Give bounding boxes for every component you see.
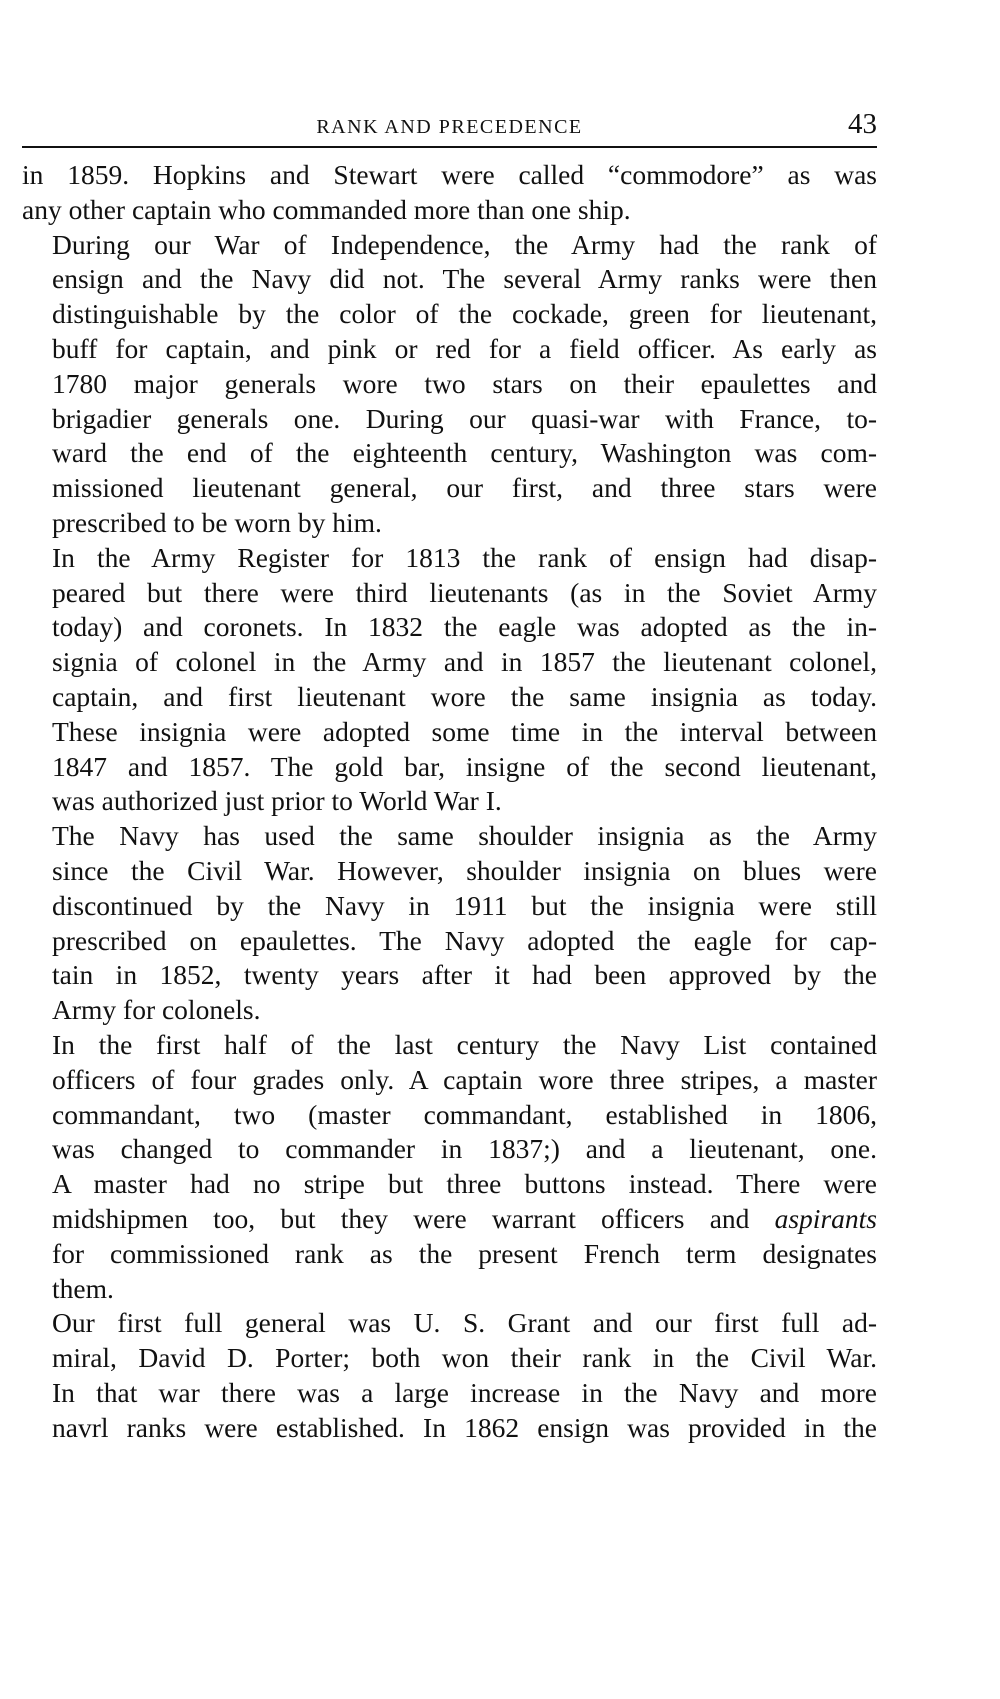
text-line: In the Army Register for 1813 the rank of ensign had disap- — [52, 541, 877, 573]
text-line: In the first half of the last century the Navy List contained — [52, 1028, 877, 1060]
paragraph-6 — [22, 1306, 877, 1445]
text-line: These insignia were adopted some time in the interval between — [52, 715, 877, 747]
text-line: 1780 major generals wore two stars on their epaulettes and — [52, 367, 877, 399]
text-line: commandant, two (master commandant, established in 1806, — [52, 1098, 877, 1130]
text-line: miral, David D. Porter; both won their rank in the Civil War. — [52, 1342, 877, 1374]
text-line: any other captain who commanded more than one ship. — [22, 193, 631, 225]
text-line: them. — [52, 1272, 114, 1304]
text-line: navrl ranks were established. In 1862 ensign was provided in the — [52, 1411, 877, 1443]
running-head — [22, 108, 877, 148]
paragraph-4 — [22, 819, 877, 1028]
text-line: signia of colonel in the Army and in 1857 the lieutenant colonel, — [52, 646, 877, 678]
text-line: ward the end of the eighteenth century, Washington was com- — [52, 437, 877, 469]
text-line: brigadier generals one. During our quasi-war with France, to- — [52, 402, 877, 434]
text-line: captain, and first lieutenant wore the same insignia as today. — [52, 680, 877, 712]
text-line: 1847 and 1857. The gold bar, insigne of the second lieutenant, — [52, 750, 877, 782]
text-line: discontinued by the Navy in 1911 but the insignia were still — [52, 889, 877, 921]
text-line: Army for colonels. — [52, 994, 261, 1026]
text-line: since the Civil War. However, shoulder insignia on blues were — [52, 854, 877, 886]
text-line: was authorized just prior to World War I. — [52, 785, 502, 817]
text-line: prescribed to be worn by him. — [52, 506, 382, 538]
text-line: buff for captain, and pink or red for a field officer. As early as — [52, 332, 877, 364]
book-page — [22, 108, 877, 1445]
text-line: was changed to commander in 1837;) and a lieutenant, one. — [52, 1133, 877, 1165]
text-line: Our first full general was U. S. Grant and our first full ad- — [52, 1307, 877, 1339]
body-text — [22, 158, 877, 1445]
text-line-start: midshipmen too, but they were warrant officers and — [52, 1202, 775, 1234]
paragraph-1 — [22, 158, 877, 228]
text-line: During our War of Independence, the Army had the rank of — [52, 228, 877, 260]
text-line: in 1859. Hopkins and Stewart were called “commodore” as was — [22, 159, 877, 190]
text-line: In that war there was a large increase in the Navy and more — [52, 1376, 877, 1408]
text-line: distinguishable by the color of the cockade, green for lieutenant, — [52, 298, 877, 330]
running-title: RANK AND PRECEDENCE — [316, 116, 583, 138]
text-line: for commissioned rank as the present French term designates — [52, 1237, 877, 1269]
text-line: peared but there were third lieutenants (as in the Soviet Army — [52, 576, 877, 608]
text-line: A master had no stripe but three buttons instead. There were — [52, 1168, 877, 1200]
text-line: today) and coronets. In 1832 the eagle was adopted as the in- — [52, 611, 877, 643]
text-line: missioned lieutenant general, our first, and three stars were — [52, 472, 877, 504]
text-line: officers of four grades only. A captain wore three stripes, a master — [52, 1063, 877, 1095]
paragraph-2 — [22, 228, 877, 541]
italic-term-aspirants: aspirants — [774, 1202, 877, 1234]
page-number: 43 — [848, 108, 877, 140]
paragraph-3 — [22, 541, 877, 819]
paragraph-5 — [22, 1028, 877, 1306]
text-line: tain in 1852, twenty years after it had been approved by the — [52, 959, 877, 991]
text-line: ensign and the Navy did not. The several Army ranks were then — [52, 263, 877, 295]
text-line: The Navy has used the same shoulder insignia as the Army — [52, 820, 877, 852]
text-line: prescribed on epaulettes. The Navy adopted the eagle for cap- — [52, 924, 877, 956]
text-line-with-italic — [22, 1202, 877, 1237]
